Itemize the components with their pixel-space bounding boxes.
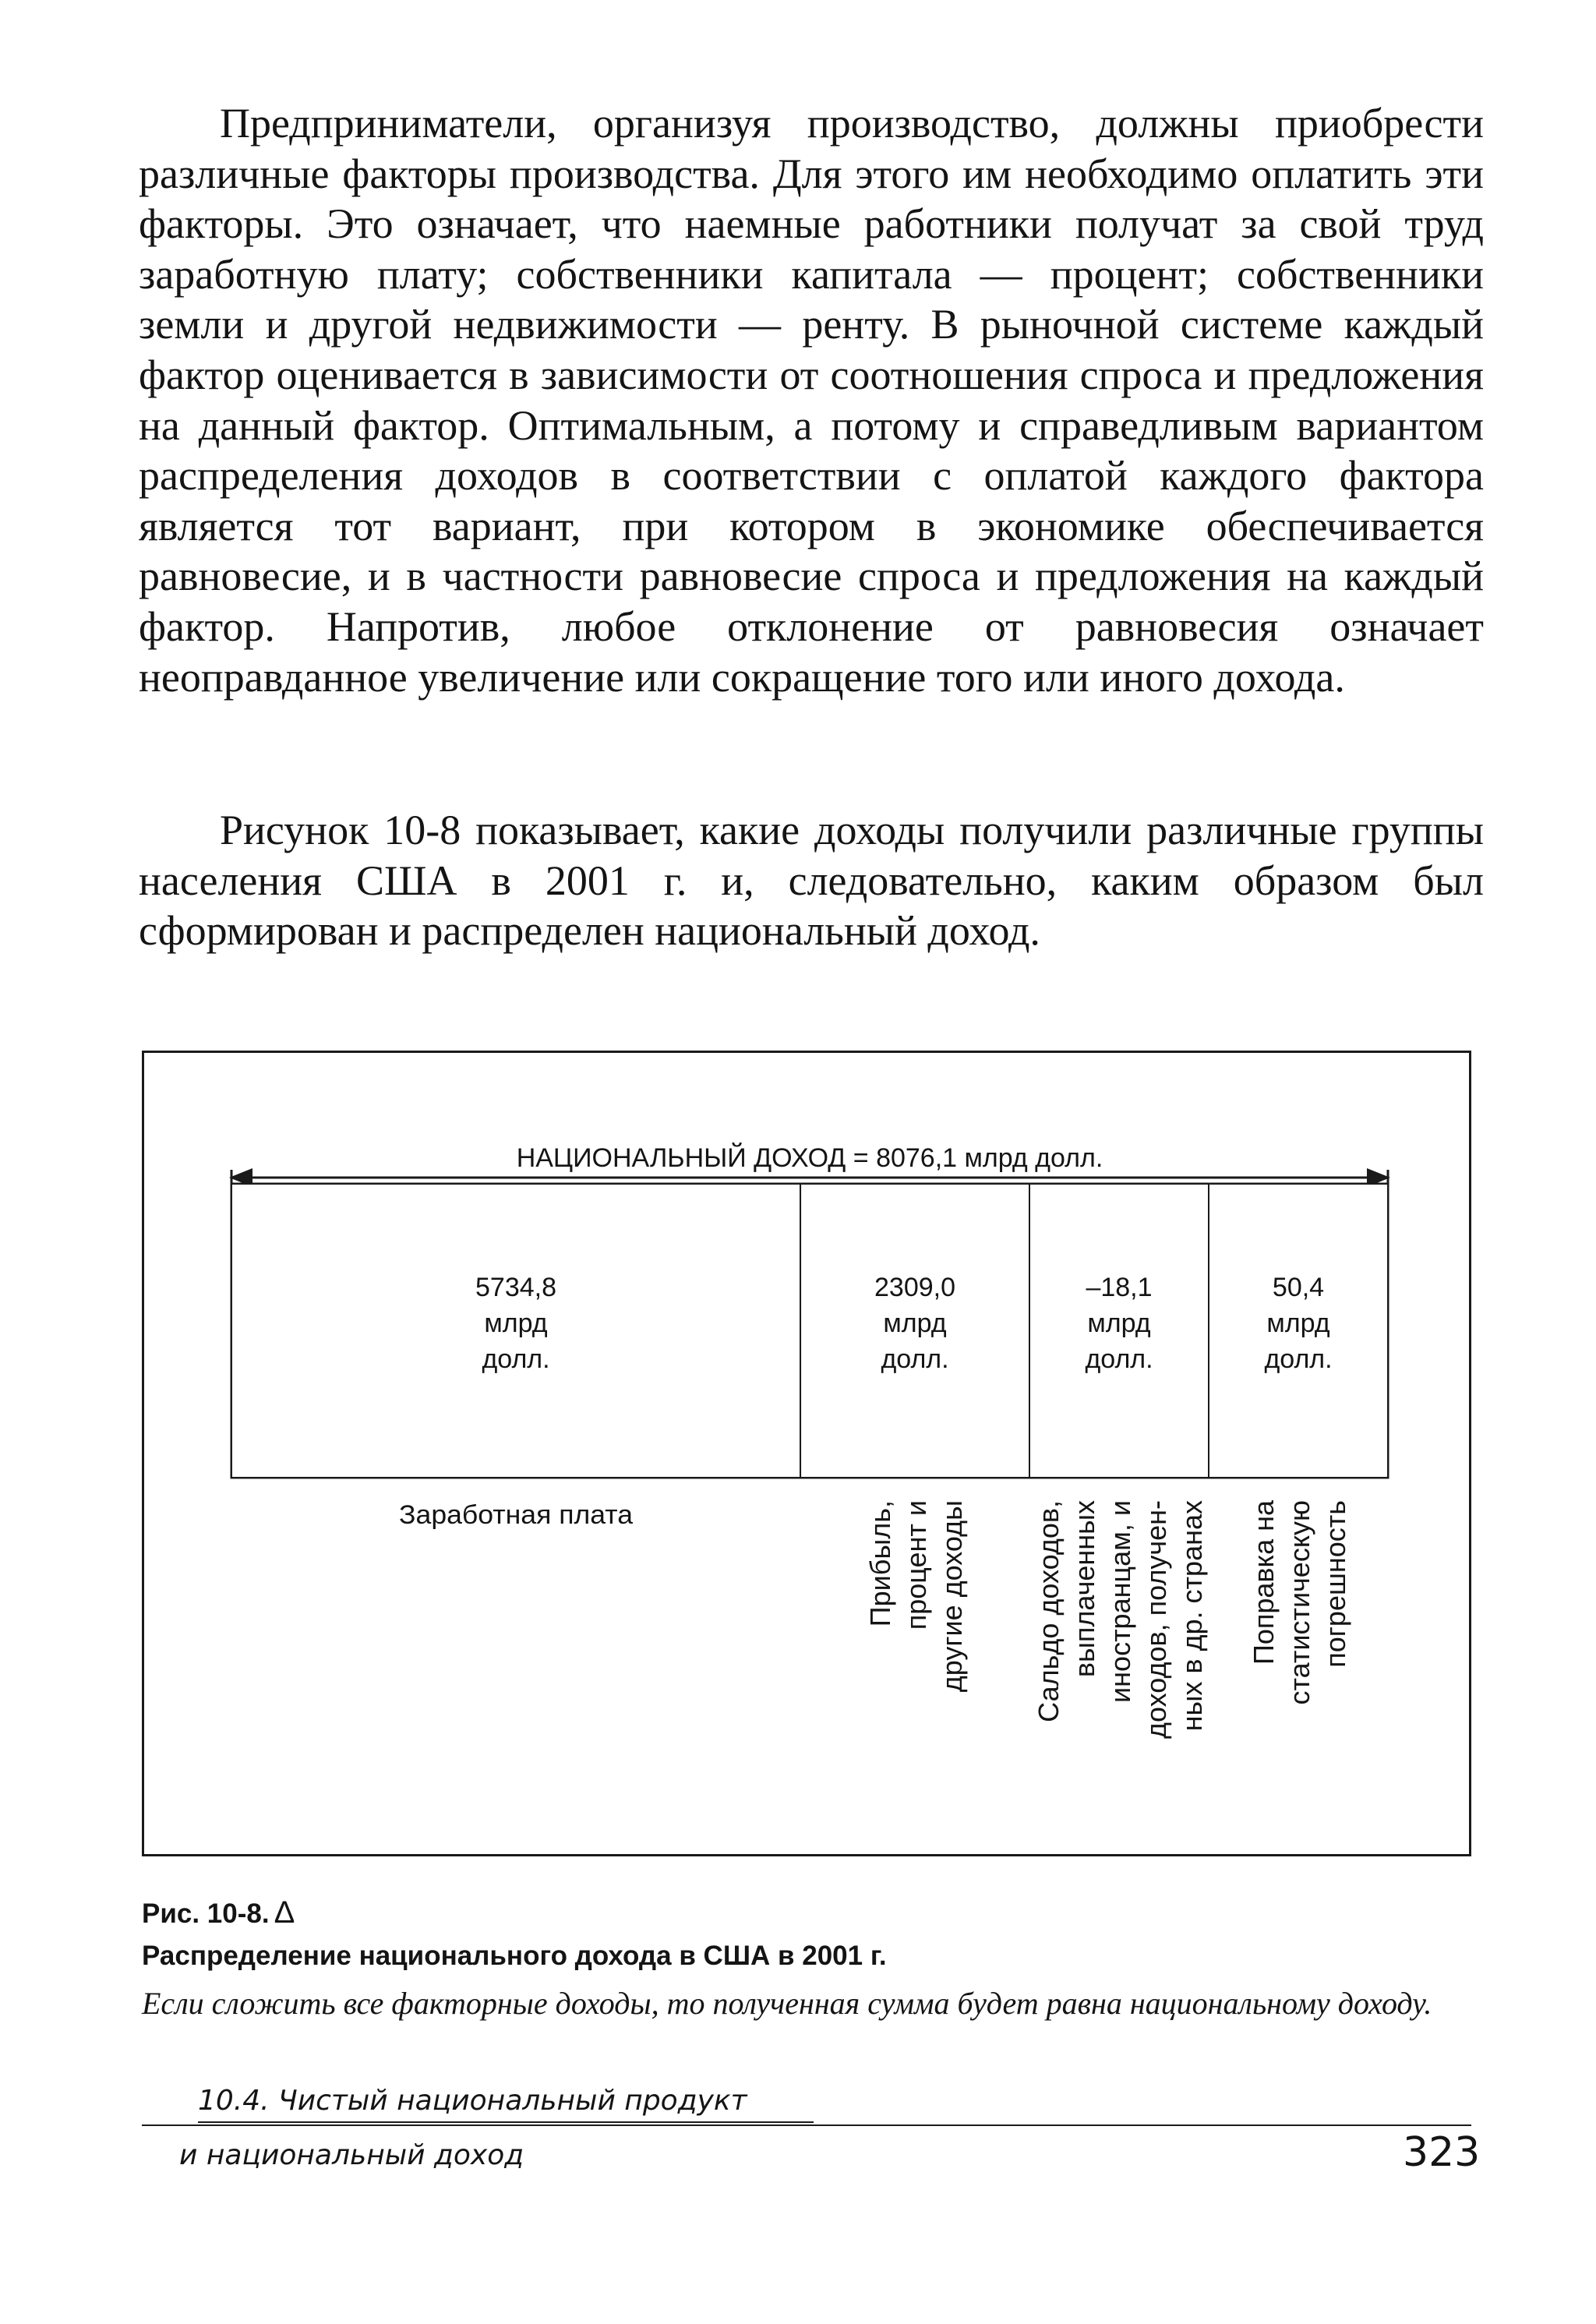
income-distribution-chart — [144, 1053, 1469, 1854]
paragraph-2 — [139, 805, 1484, 956]
footer-rule-bottom — [142, 2124, 1471, 2126]
segment-unit: млрд — [1266, 1309, 1330, 1338]
figure-frame — [142, 1051, 1471, 1856]
segment-value: 2309,0 — [874, 1273, 956, 1302]
figure-label-text: Рис. 10-8. — [142, 1898, 270, 1929]
segment-unit: долл. — [1085, 1344, 1153, 1374]
figure-title: Распределение национального дохода в США в 2001 г. — [142, 1941, 887, 1971]
figure-label — [142, 1895, 295, 1930]
segment-unit: долл. — [482, 1344, 550, 1374]
category-label: погрешность — [1319, 1500, 1351, 1668]
chart-title: НАЦИОНАЛЬНЫЙ ДОХОД = 8076,1 млрд долл. — [516, 1143, 1103, 1173]
segment-unit: млрд — [1087, 1309, 1151, 1338]
paragraph-1 — [139, 98, 1484, 702]
figure-note: Если сложить все факторные доходы, то полученная сумма будет равна национальному доходу. — [142, 1986, 1432, 2021]
category-label: ных в др. странах — [1176, 1500, 1208, 1732]
category-label: иностранцам, и — [1104, 1500, 1136, 1703]
segment-unit: долл. — [881, 1344, 949, 1374]
footer-section-title: 10.4. Чистый национальный продукт — [198, 2085, 747, 2117]
segment-value: 50,4 — [1272, 1273, 1325, 1302]
paragraph-1-text: Предприниматели, организуя производство, должны приобрести различные факторы производства. Для этого им необходимо оплатить эти факторы. Это означает, что наемные работники получат за свой труд заработную плату; собственники капитала — процент; собственники земли и другой недвижимости — ренту. В рыночной системе каждый фактор оценивается в зависимости от соотношения спроса и предложения на данный фактор. Оптимальным, а потому и справедливым вариантом распределения доходов в соответствии с оплатой каждого фактора является тот вариант, при котором в экономике обеспечивается равновесие, и в частности равновесие спроса и предложения на каждый фактор. Напротив, любое отклонение от равновесия означает неоправданное увеличение или сокращение того или иного дохода. — [139, 100, 1484, 701]
segment-unit: долл. — [1264, 1344, 1333, 1374]
footer-section-subtitle: и национальный доход — [179, 2139, 524, 2171]
triangle-icon: Δ — [274, 1895, 295, 1930]
footer-rule-top — [198, 2121, 814, 2123]
paragraph-2-text: Рисунок 10-8 показывает, какие доходы получили различные группы населения США в 2001 г. и, следовательно, каким образом был сформирован и распределен национальный доход. — [139, 807, 1484, 955]
segment-value: 5734,8 — [475, 1273, 557, 1302]
category-label: процент и — [900, 1500, 933, 1630]
segment-unit: млрд — [484, 1309, 548, 1338]
category-label: Заработная плата — [399, 1500, 634, 1530]
category-label: Сальдо доходов, — [1033, 1500, 1065, 1722]
category-label: Прибыль, — [864, 1500, 897, 1627]
category-label: другие доходы — [936, 1500, 969, 1693]
category-label: доходов, получен- — [1140, 1500, 1172, 1739]
category-label: статистическую — [1284, 1500, 1315, 1705]
category-label: Поправка на — [1248, 1500, 1280, 1665]
segment-unit: млрд — [883, 1309, 947, 1338]
segment-value: –18,1 — [1086, 1273, 1153, 1302]
page-number: 323 — [1403, 2129, 1481, 2176]
category-label: выплаченных — [1068, 1500, 1100, 1678]
